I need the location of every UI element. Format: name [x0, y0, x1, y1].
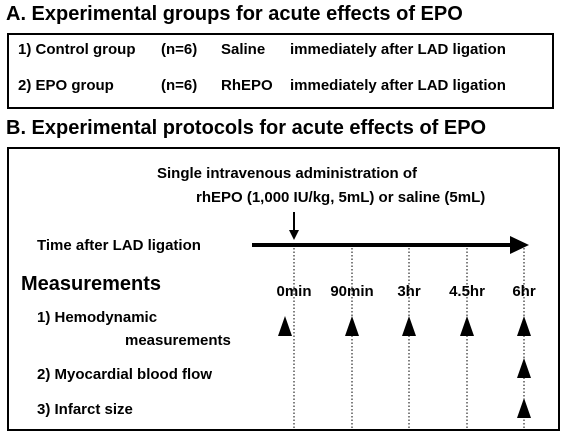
marker-triangle-m1-6hr	[517, 316, 531, 336]
measurement-1-line-1: 1) Hemodynamic	[37, 309, 158, 326]
timepoint-90min: 90min	[330, 283, 374, 300]
group-1-n: (n=6)	[161, 41, 198, 58]
section-a-title: A. Experimental groups for acute effects of EPO	[6, 3, 463, 25]
timeline-label: Time after LAD ligation	[37, 237, 201, 254]
group-2-label: 2) EPO group	[18, 77, 114, 94]
timeline-arrowhead	[510, 236, 529, 254]
marker-triangle-m2-6hr	[517, 358, 531, 378]
group-2-timing: immediately after LAD ligation	[290, 77, 506, 94]
timepoint-3hr: 3hr	[397, 283, 421, 300]
group-1-treatment: Saline	[221, 41, 266, 58]
timepoint-4.5hr: 4.5hr	[449, 283, 485, 300]
marker-triangle-m1-90min	[345, 316, 359, 336]
group-2-treatment: RhEPO	[221, 77, 273, 94]
measurement-3-label: 3) Infarct size	[37, 401, 133, 418]
marker-triangle-m1-0min	[278, 316, 292, 336]
marker-triangle-m1-4.5hr	[460, 316, 474, 336]
measurement-2-label: 2) Myocardial blood flow	[37, 366, 213, 383]
section-b-title: B. Experimental protocols for acute effects of EPO	[6, 117, 487, 139]
timepoint-6hr: 6hr	[512, 283, 536, 300]
marker-triangle-m1-3hr	[402, 316, 416, 336]
administration-arrowhead	[289, 230, 299, 240]
administration-line-2: rhEPO (1,000 IU/kg, 5mL) or saline (5mL)	[196, 189, 486, 206]
measurements-heading: Measurements	[21, 273, 162, 295]
measurement-1-line-2: measurements	[125, 332, 231, 349]
timepoint-0min: 0min	[276, 283, 312, 300]
group-2-n: (n=6)	[161, 77, 198, 94]
group-1-label: 1) Control group	[18, 41, 136, 58]
administration-line-1: Single intravenous administration of	[157, 165, 418, 182]
marker-triangle-m3-6hr	[517, 398, 531, 418]
group-1-timing: immediately after LAD ligation	[290, 41, 506, 58]
